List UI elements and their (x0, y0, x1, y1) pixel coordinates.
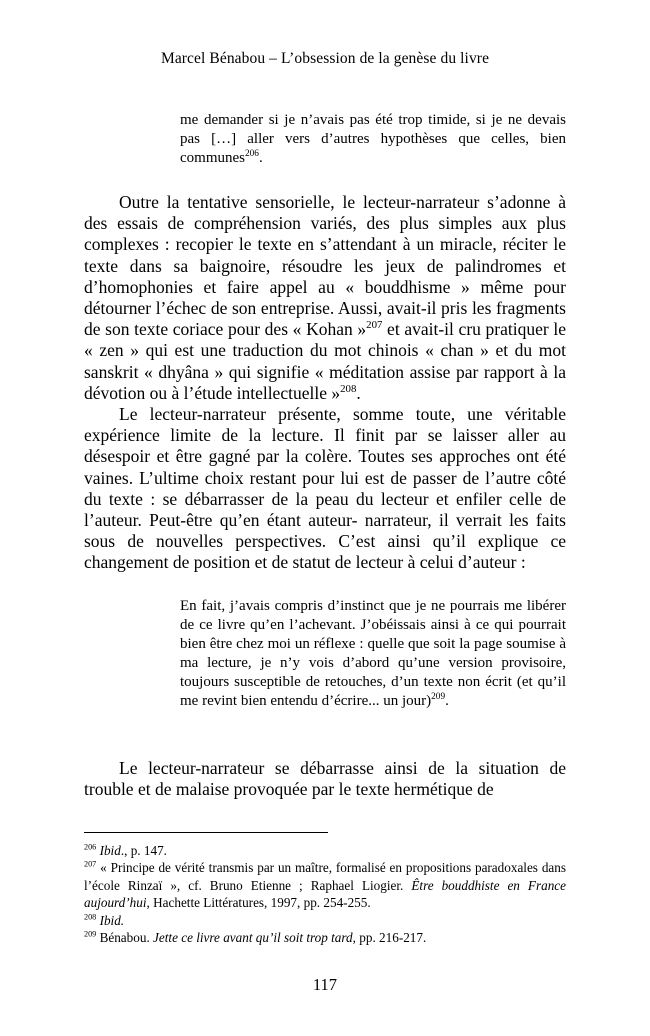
footnote-206 (84, 842, 566, 859)
footnote-209 (84, 929, 566, 946)
paragraph-1-end: . (356, 382, 361, 403)
footnote-text: ., p. 147. (120, 843, 167, 858)
footnote-number: 206 (84, 842, 97, 852)
running-header: Marcel Bénabou – L’obsession de la genèse du livre (160, 50, 490, 67)
quote-2-text: En fait, j’avais compris d’instinct que je ne pourrais me libérer de ce livre qu’en l’achevant. J’obéissais ainsi à ce qui pourrait bien être chez moi un réflexe : quelle que soit la page soumise à ma lecture, je n’y vois d’abord qu’une version provisoire, toujours susceptible de retouches, d’un texte non écrit (et qu’il me revint bien entendu d’écrire... un jour) (180, 598, 566, 709)
paragraph-3: Le lecteur-narrateur se débarrasse ainsi de la situation de trouble et de malaise provoquée par le texte hermétique de (84, 758, 566, 800)
paragraph-1-text-a: Outre la tentative sensorielle, le lecteur-narrateur s’adonne à des essais de compréhension variés, des plus simples aux plus complexes : recopier le texte en s’attendant à un miracle, réciter le texte dans sa baignoire, résoudre les jeux de palindromes et d’homophonies et faire appel au « bouddhisme » même pour détourner l’échec de son entreprise. Aussi, avait-il pris les fragments de son texte coriace pour des « Kohan » (84, 192, 566, 340)
footnote-text: , Hachette Littératures, 1997, pp. 254-255. (146, 895, 371, 911)
footnote-ref-208[interactable]: 208 (340, 383, 357, 395)
footnotes (84, 842, 566, 946)
footnote-number: 209 (84, 929, 97, 939)
footnote-italic: Jette ce livre avant qu’il soit trop tard (153, 930, 353, 946)
body-text-1 (84, 192, 566, 574)
footnote-208 (84, 912, 566, 929)
footnote-text: , pp. 216-217. (352, 930, 427, 946)
body-text-2 (84, 758, 566, 800)
quote-1-end: . (258, 150, 263, 166)
paragraph-1 (84, 192, 566, 404)
footnote-italic: Être bouddhiste en France aujourd’hui (84, 877, 566, 911)
footnote-ref-209[interactable]: 209 (431, 692, 446, 702)
footnote-text: « Principe de vérité transmis par un maître, formalisé en propositions paradoxales dans l’école Rinzaï », cf. Bruno Etienne ; Raphael Liogier. (84, 860, 566, 893)
footnote-207 (84, 859, 566, 911)
footnote-italic: Ibid (99, 843, 121, 858)
block-quote-2 (180, 597, 566, 711)
footnote-number: 208 (84, 912, 97, 922)
footnote-text: Bénabou. (96, 930, 154, 946)
page-number: 117 (312, 975, 338, 994)
footnote-number: 207 (84, 860, 97, 870)
paragraph-1-text-b: et avait-il cru pratiquer le « zen » qui est une traduction du mot chinois « chan » et du mot sanskrit « dhyâna » qui signifie « méditation assise par rapport à la dévotion ou à l’étude intellectuelle » (84, 319, 566, 403)
quote-2-end: . (445, 693, 449, 709)
quote-1-text: me demander si je n’avais pas été trop timide, si je ne devais pas […] aller vers d’autres hypothèses que celles, bien communes (180, 112, 566, 166)
footnote-italic: Ibid. (99, 912, 125, 928)
block-quote-1 (180, 111, 566, 168)
paragraph-2: Le lecteur-narrateur présente, somme toute, une véritable expérience limite de la lecture. Il finit par se laisser aller au désespoir et être gagné par la colère. Toutes ses approches ont été vaines. L’ultime choix restant pour lui est de passer de l’autre côté du texte : se débarrasser de la peau du lecteur et enfiler celle de l’auteur. Peut-être qu’en étant auteur- narrateur, il verrait les faits sous de nouvelles perspectives. C’est ainsi qu’il explique ce changement de position et de statut de lecteur à celui d’auteur : (84, 404, 566, 573)
footnote-ref-207[interactable]: 207 (366, 319, 383, 332)
footnote-ref-206[interactable]: 206 (245, 149, 259, 159)
footnote-separator (84, 832, 328, 833)
